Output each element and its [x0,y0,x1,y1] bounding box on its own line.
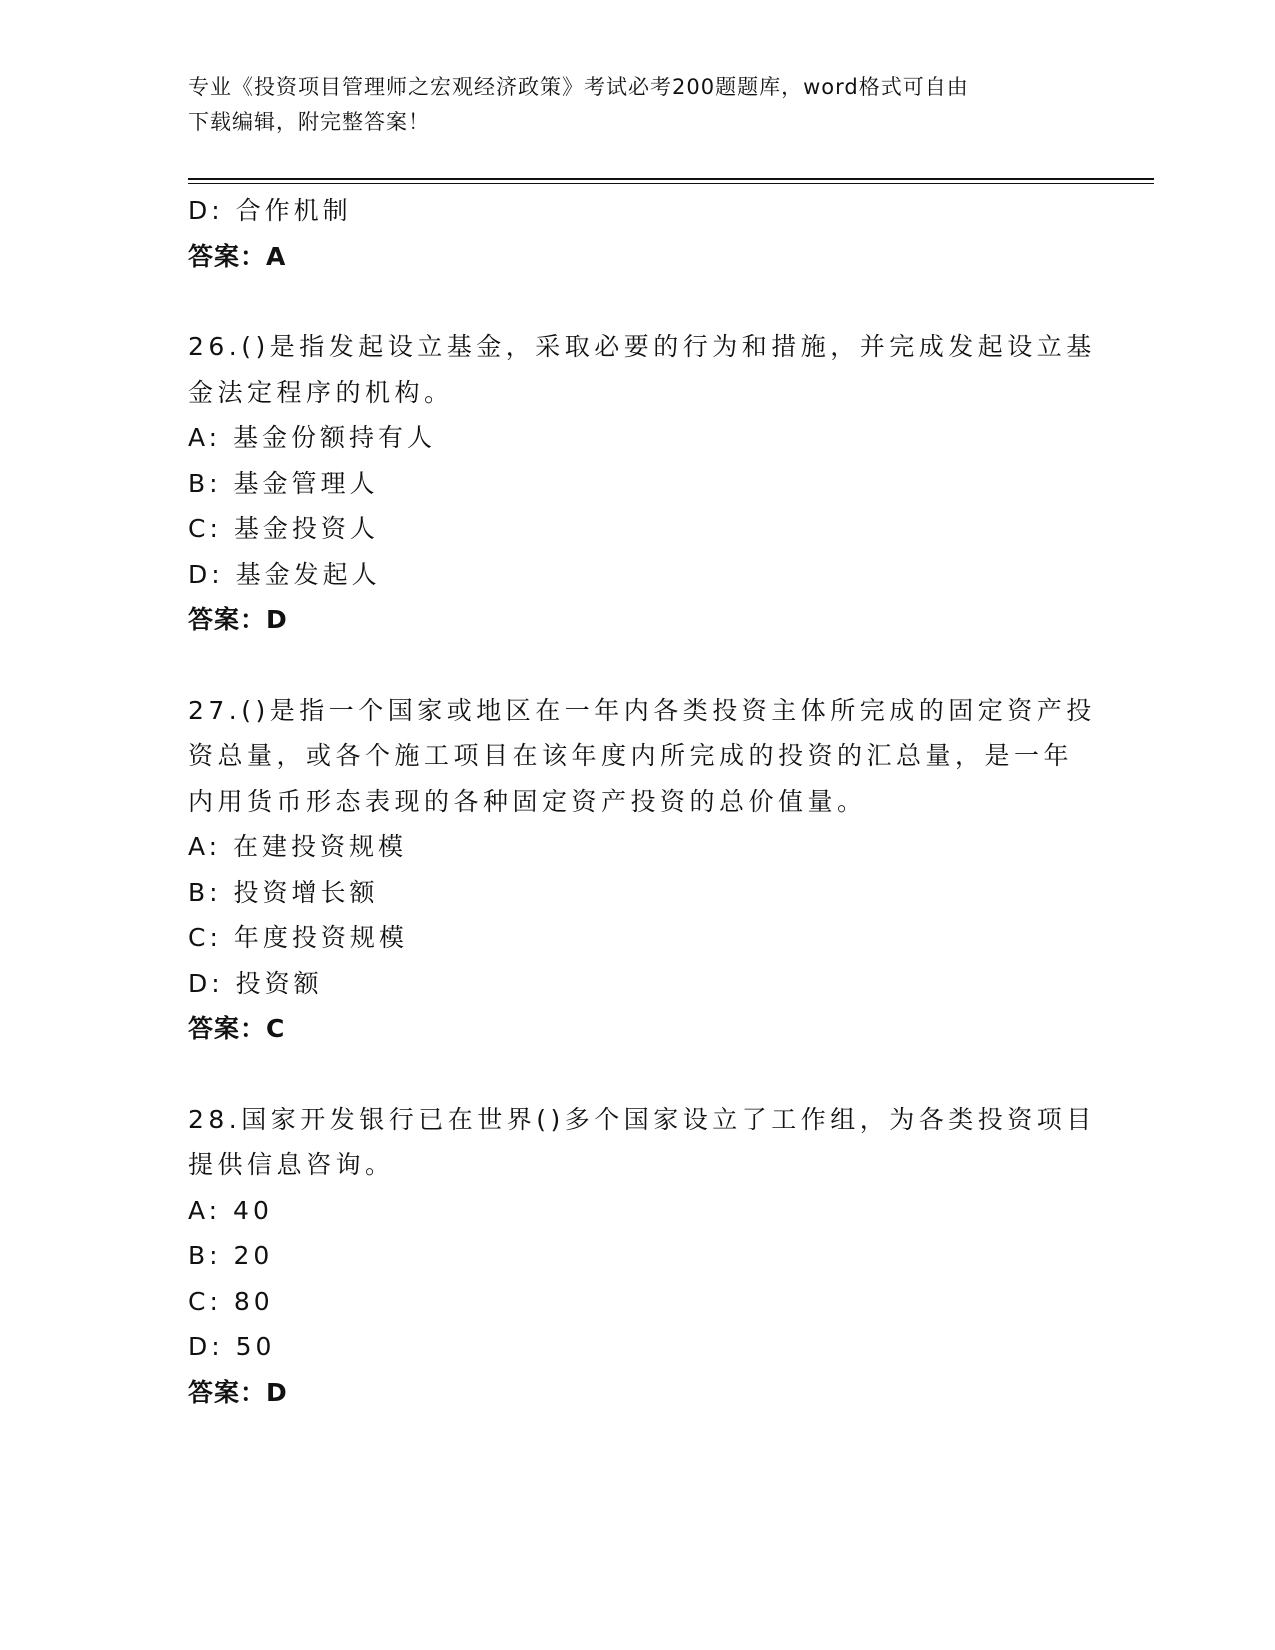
option-b: B: 投资增长额 [188,877,379,907]
question-content [188,188,1128,1415]
question-line: 28.国家开发银行已在世界()多个国家设立了工作组，为各类投资项目 [188,1104,1096,1134]
question-text [188,1097,1128,1188]
spacer [188,643,1128,688]
option-b: B: 基金管理人 [188,468,379,498]
question-text [188,324,1128,415]
document-header [188,70,1088,140]
question-27 [188,688,1128,1052]
header-line-1: 专业《投资项目管理师之宏观经济政策》考试必考200题题库，word格式可自由 [188,75,969,99]
option-d: D: 合作机制 [188,196,352,225]
option-a: A: 基金份额持有人 [188,423,437,452]
answer: 答案：A [188,241,287,271]
answer: 答案：D [188,605,288,634]
question-line: 26.()是指发起设立基金，采取必要的行为和措施，并完成发起设立基 [188,332,1096,361]
option-d: D: 基金发起人 [188,559,381,589]
question-26 [188,324,1128,643]
question-line: 金法定程序的机构。 [188,377,454,407]
option-c: C: 年度投资规模 [188,923,408,952]
question-28 [188,1097,1128,1416]
previous-question-tail [188,188,1128,279]
spacer [188,279,1128,324]
option-b: B: 20 [188,1241,274,1270]
spacer [188,1052,1128,1097]
question-text [188,688,1128,825]
answer: 答案：C [188,1014,286,1043]
question-line: 内用货币形态表现的各种固定资产投资的总价值量。 [188,786,867,816]
question-line: 提供信息咨询。 [188,1150,395,1179]
option-a: A: 在建投资规模 [188,832,408,861]
question-line: 27.()是指一个国家或地区在一年内各类投资主体所完成的固定资产投 [188,695,1096,725]
option-d: D: 50 [188,1332,276,1361]
option-d: D: 投资额 [188,968,323,998]
header-line-2: 下载编辑，附完整答案！ [188,110,430,134]
option-c: C: 基金投资人 [188,514,379,543]
question-line: 资总量，或各个施工项目在该年度内所完成的投资的汇总量，是一年 [188,741,1074,770]
answer: 答案：D [188,1377,288,1407]
option-a: A: 40 [188,1195,273,1225]
header-divider-thick [188,178,1154,180]
option-c: C: 80 [188,1286,274,1316]
header-divider-thin [188,183,1154,184]
